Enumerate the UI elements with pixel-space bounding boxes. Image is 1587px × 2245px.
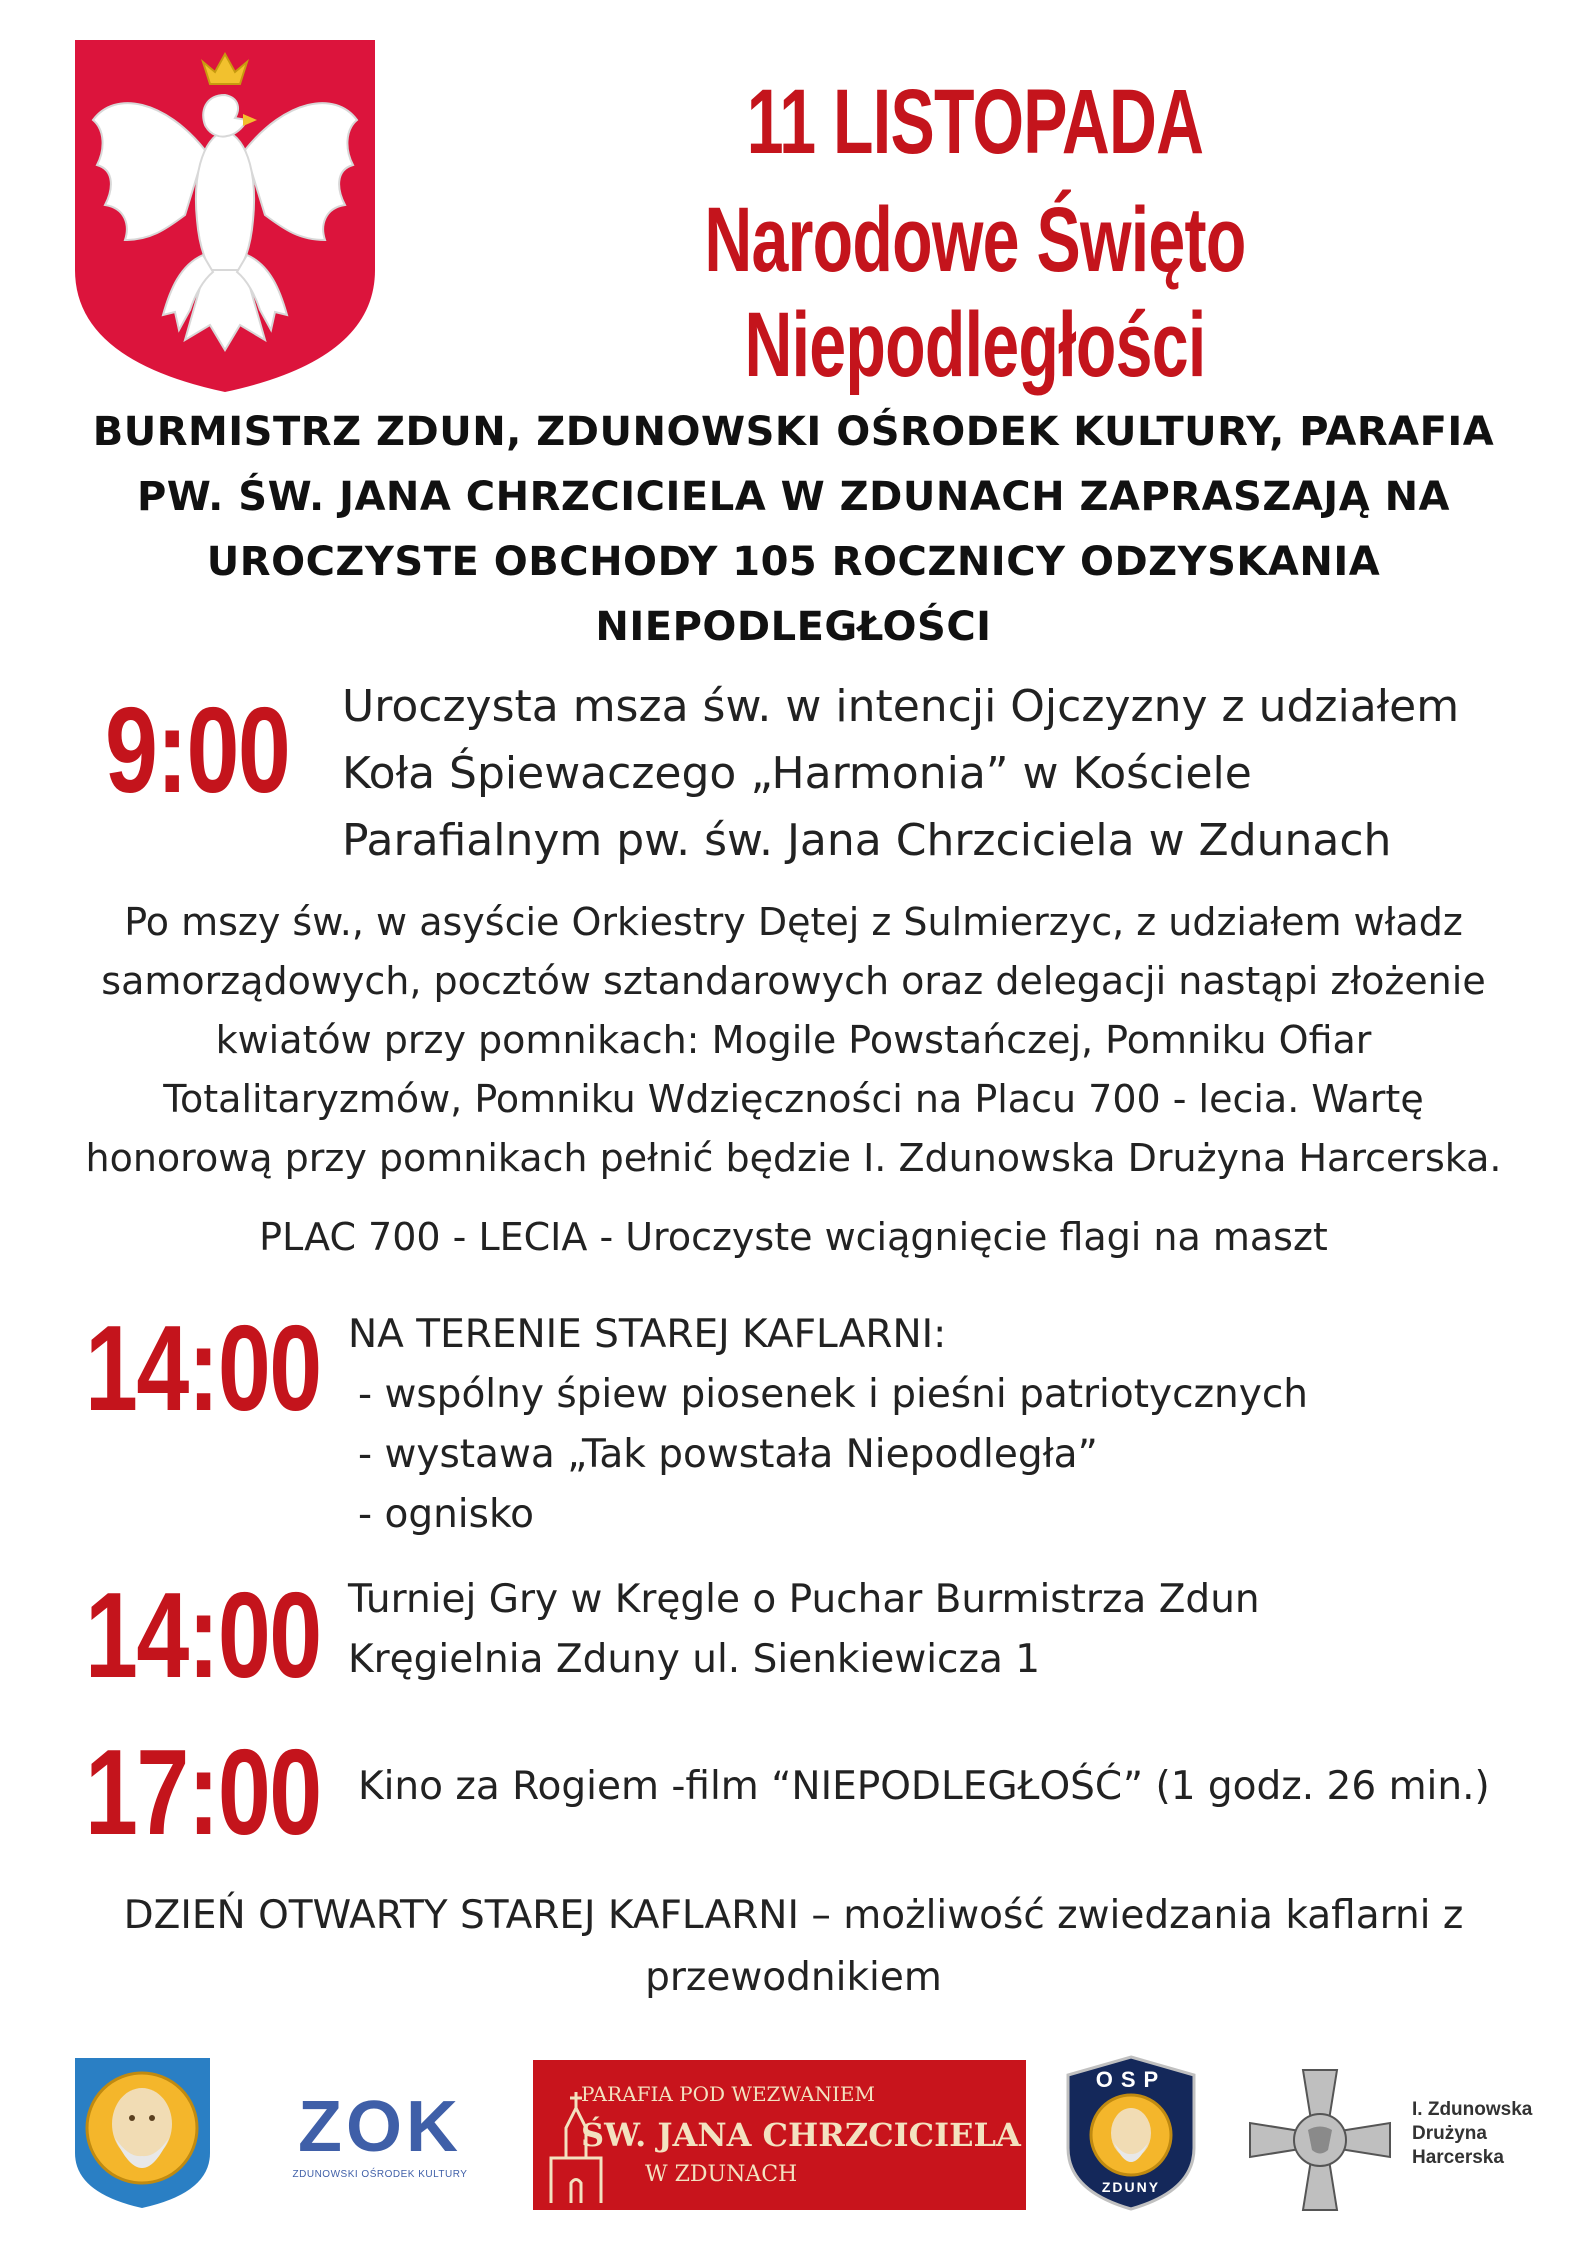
zduny-coat-of-arms-logo bbox=[75, 2058, 210, 2208]
organizers-invitation: BURMISTRZ ZDUN, ZDUNOWSKI OŚRODEK KULTURY, PARAFIA PW. ŚW. JANA CHRZCICIELA W ZDUNACH ZAPRASZAJĄ NA UROCZYSTE OBCHODY 105 ROCZNICY ODZYSKANIA NIEPODLEGŁOŚCI bbox=[92, 409, 1495, 650]
paragraph-line: kwiatów przy pomnikach: Mogile Powstańczej, Pomniku Ofiar bbox=[215, 1018, 1372, 1062]
paragraph-line: samorządowych, pocztów sztandarowych oraz delegacji nastąpi złożenie bbox=[101, 959, 1486, 1003]
after-mass-paragraph bbox=[40, 893, 1547, 1188]
mass-description bbox=[342, 673, 1542, 874]
paragraph-line: Totalitaryzmów, Pomniku Wdzięczności na Placu 700 - lecia. Wartę bbox=[163, 1077, 1424, 1121]
osp-top-text: OSP bbox=[1095, 2067, 1167, 2092]
scout-cross-icon bbox=[1245, 2065, 1395, 2215]
bowling-description bbox=[348, 1570, 1548, 1690]
description-line: - ognisko bbox=[358, 1492, 535, 1537]
description-line: - wspólny śpiew piosenek i pieśni patriotycznych bbox=[358, 1372, 1308, 1417]
harcerska-line-1: I. Zdunowska bbox=[1412, 2099, 1533, 2120]
flag-raising-note: PLAC 700 - LECIA - Uroczyste wciągnięcie flagi na maszt bbox=[259, 1215, 1328, 1259]
description-line: Parafialnym pw. św. Jana Chrzciciela w Zdunach bbox=[342, 815, 1392, 866]
description-line: Kino za Rogiem -film “NIEPODLEGŁOŚĆ” (1 godz. 26 min.) bbox=[358, 1764, 1490, 1809]
time-17-00: 17:00 bbox=[85, 1724, 321, 1860]
parafia-logo bbox=[533, 2060, 1026, 2210]
harcerska-line-2: Drużyna bbox=[1412, 2123, 1487, 2144]
paragraph-line: Po mszy św., w asyście Orkiestry Dętej z Sulmierzyc, z udziałem władz bbox=[124, 900, 1463, 944]
parafia-line-3: W ZDUNACH bbox=[645, 2162, 798, 2187]
harcerska-line-3: Harcerska bbox=[1412, 2147, 1504, 2168]
osp-zduny-logo bbox=[1062, 2053, 1200, 2213]
open-day-line: DZIEŃ OTWARTY STAREJ KAFLARNI – możliwość zwiedzania kaflarni z bbox=[123, 1893, 1464, 1938]
description-line: Kręgielnia Zduny ul. Sienkiewicza 1 bbox=[348, 1637, 1041, 1682]
description-line: Uroczysta msza św. w intencji Ojczyzny z udziałem bbox=[342, 681, 1460, 732]
paragraph-line: honorową przy pomnikach pełnić będzie I. Zdunowska Drużyna Harcerska. bbox=[85, 1136, 1502, 1180]
open-day-note bbox=[40, 1885, 1547, 2009]
description-line: NA TERENIE STAREJ KAFLARNI: bbox=[348, 1312, 947, 1357]
parafia-line-2: ŚW. JANA CHRZCICIELA bbox=[581, 2116, 1021, 2154]
zok-logo-subtitle: ZDUNOWSKI OŚRODEK KULTURY bbox=[292, 2169, 468, 2180]
zok-logo-text: ZOK bbox=[298, 2087, 462, 2167]
osp-bottom-text: ZDUNY bbox=[1101, 2179, 1161, 2195]
harcerska-cross-logo bbox=[1245, 2065, 1395, 2215]
harcerska-text bbox=[1412, 2098, 1572, 2170]
white-eagle-icon bbox=[75, 40, 375, 392]
description-line: - wystawa „Tak powstała Niepodległa” bbox=[358, 1432, 1098, 1477]
parafia-line-1: PARAFIA POD WEZWANIEM bbox=[581, 2082, 875, 2106]
description-line: Turniej Gry w Kręgle o Puchar Burmistrza Zdun bbox=[348, 1577, 1260, 1622]
kaflarnia-description bbox=[348, 1305, 1548, 1545]
time-14-00-bowling: 14:00 bbox=[85, 1567, 321, 1703]
title-holiday: Narodowe Święto Niepodległości bbox=[704, 189, 1246, 396]
cinema-description bbox=[358, 1757, 1558, 1817]
time-9-00: 9:00 bbox=[105, 682, 290, 818]
zok-logo bbox=[280, 2085, 480, 2205]
time-14-00-kaflarnia: 14:00 bbox=[85, 1300, 321, 1436]
polish-coat-of-arms bbox=[75, 40, 375, 392]
open-day-line: przewodnikiem bbox=[645, 1955, 942, 2000]
description-line: Koła Śpiewaczego „Harmonia” w Kościele bbox=[342, 748, 1252, 799]
title-date: 11 LISTOPADA bbox=[746, 71, 1204, 173]
saint-john-icon bbox=[75, 2058, 210, 2208]
